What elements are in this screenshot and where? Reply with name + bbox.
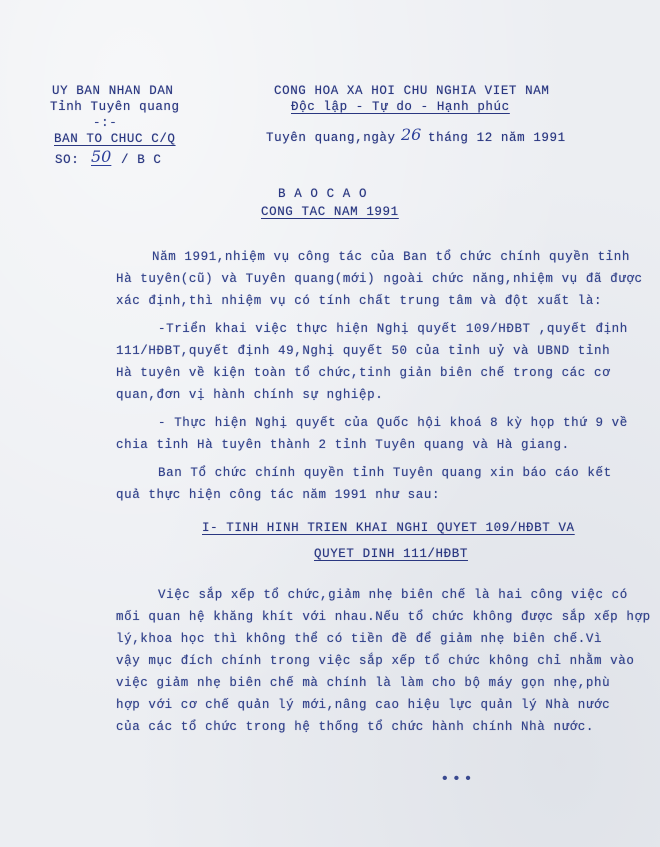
date-day-handwritten: 26 — [401, 125, 422, 144]
document-number-handwritten: 50 — [91, 147, 112, 166]
paragraph-line: Việc sắp xếp tổ chức,giảm nhẹ biên chế là hai công việc có — [158, 588, 628, 602]
paragraph-line: Hà tuyên(cũ) và Tuyên quang(mới) ngoài chức năng,nhiệm vụ đã được — [116, 272, 643, 286]
paragraph-line: quan,đơn vị hành chính sự nghiệp. — [116, 388, 384, 402]
paragraph-line: -Triển khai việc thực hiện Nghị quyết 109/HĐBT ,quyết định — [158, 322, 628, 336]
paragraph-line: hợp với cơ chế quản lý mới,nâng cao hiệu lực quản lý Nhà nước — [116, 698, 611, 712]
document-number-suffix: / B C — [121, 153, 162, 167]
national-motto: Độc lập - Tự do - Hạnh phúc — [291, 100, 510, 114]
paragraph-line: của các tổ chức trong hệ thống tổ chức hành chính Nhà nước. — [116, 720, 594, 734]
agency-name: UY BAN NHAN DAN — [52, 84, 174, 98]
section-heading: QUYET DINH 111/HĐBT — [314, 547, 468, 561]
header-separator: -:- — [93, 116, 118, 130]
paragraph-line: chia tỉnh Hà tuyên thành 2 tỉnh Tuyên quang và Hà giang. — [116, 438, 570, 452]
section-heading: I- TINH HINH TRIEN KHAI NGHI QUYET 109/HĐBT VA — [202, 521, 575, 535]
paragraph-line: Ban Tổ chức chính quyền tỉnh Tuyên quang xin báo cáo kết — [158, 466, 612, 480]
paragraph-line: mối quan hệ khăng khít với nhau.Nếu tổ chức không được sắp xếp hợp — [116, 610, 651, 624]
national-title: CONG HOA XA HOI CHU NGHIA VIET NAM — [274, 84, 550, 98]
paragraph-line: Hà tuyên về kiện toàn tổ chức,tinh giản biên chế trong các cơ — [116, 366, 611, 380]
paragraph-line: lý,khoa học thì không thể có tiền đề để giảm nhẹ biên chế.Vì — [116, 632, 603, 646]
report-title: B A O C A O — [278, 187, 368, 201]
document-number-prefix: SO: — [55, 153, 80, 167]
date-prefix: Tuyên quang,ngày — [266, 131, 396, 145]
paragraph-line: xác định,thì nhiệm vụ có tính chất trung tâm và đột xuất là: — [116, 294, 603, 308]
paragraph-line: 111/HĐBT,quyết định 49,Nghị quyết 50 của tỉnh uỷ và UBND tỉnh — [116, 344, 611, 358]
continuation-mark: ••• — [440, 770, 475, 788]
report-subtitle: CONG TAC NAM 1991 — [261, 205, 399, 219]
paragraph-line: - Thực hiện Nghị quyết của Quốc hội khoá 8 kỳ họp thứ 9 về — [158, 416, 628, 430]
agency-province: Tỉnh Tuyên quang — [50, 100, 180, 114]
department-name: BAN TO CHUC C/Q — [54, 132, 176, 146]
paragraph-line: Năm 1991,nhiệm vụ công tác của Ban tổ chức chính quyền tỉnh — [152, 250, 630, 264]
paragraph-line: vậy mục đích chính trong việc sắp xếp tổ chức không chỉ nhằm vào — [116, 654, 635, 668]
paragraph-line: việc giảm nhẹ biên chế mà chính là làm cho bộ máy gọn nhẹ,phù — [116, 676, 611, 690]
date-suffix: tháng 12 năm 1991 — [428, 131, 566, 145]
paragraph-line: quả thực hiện công tác năm 1991 như sau: — [116, 488, 441, 502]
